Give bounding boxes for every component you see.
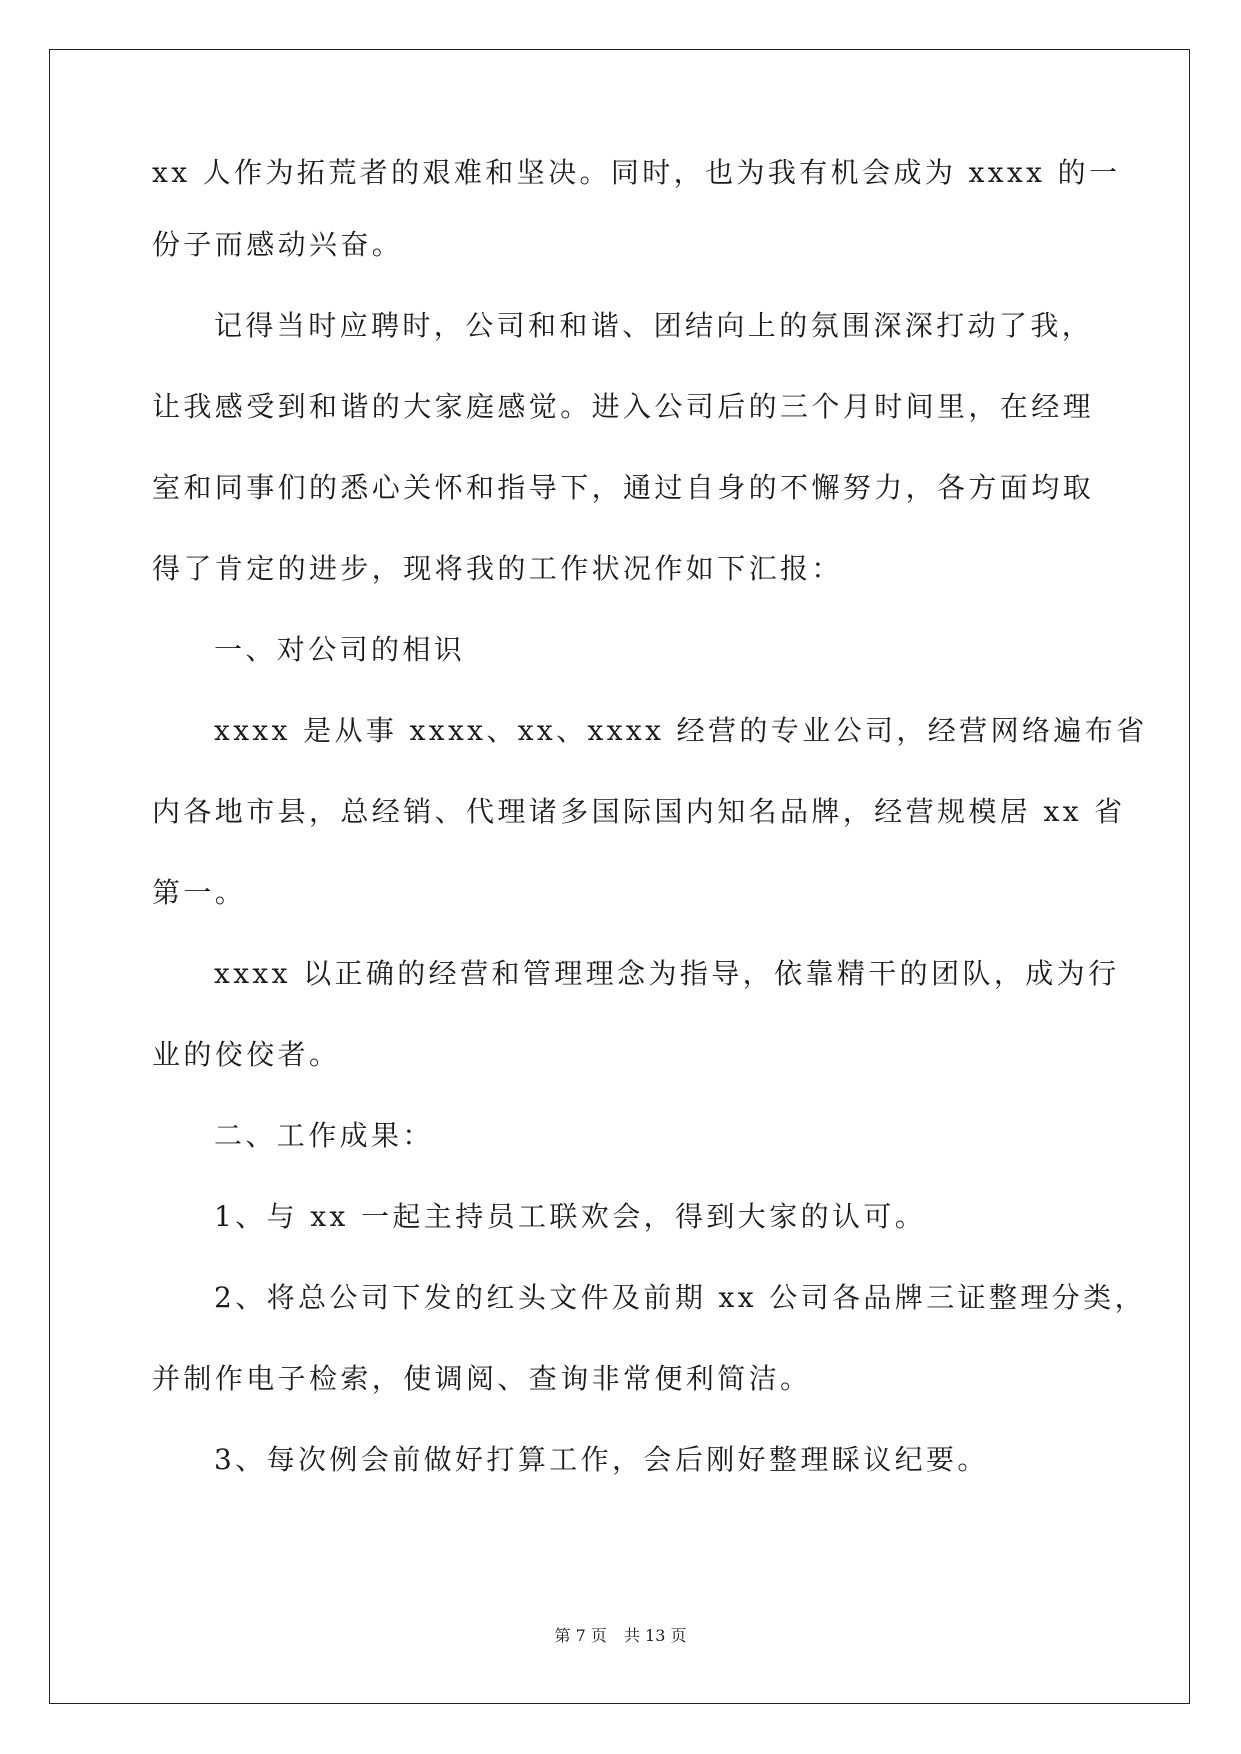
text-line: 记得当时应聘时，公司和和谐、团结向上的氛围深深打动了我， (214, 309, 1094, 342)
section-heading: 一、对公司的相识 (214, 633, 466, 666)
section-heading: 二、工作成果： (214, 1119, 434, 1152)
text-line: 内各地市县，总经销、代理诸多国际国内知名品牌，经营规模居 xx 省 (152, 795, 1126, 828)
text-line: 份子而感动兴奋。 (152, 228, 404, 261)
text-line: 让我感受到和谐的大家庭感觉。进入公司后的三个月时间里，在经理 (152, 390, 1095, 423)
text-line: 第一。 (152, 876, 247, 909)
page-footer (0, 1626, 1241, 1646)
page-number-current: 第 7 页 (554, 1626, 607, 1645)
text-line: 并制作电子检索，使调阅、查询非常便利简洁。 (152, 1362, 812, 1395)
list-item: 2、将总公司下发的红头文件及前期 xx 公司各品牌三证整理分类， (214, 1281, 1147, 1314)
text-line: 室和同事们的悉心关怀和指导下，通过自身的不懈努力，各方面均取 (152, 471, 1095, 504)
text-line: xx 人作为拓荒者的艰难和坚决。同时，也为我有机会成为 xxxx 的一 (152, 156, 1121, 189)
page-number-total: 共 13 页 (623, 1626, 687, 1645)
text-line: 业的佼佼者。 (152, 1038, 341, 1071)
text-line: 得了肯定的进步，现将我的工作状况作如下汇报： (152, 552, 843, 585)
list-item: 1、与 xx 一起主持员工联欢会，得到大家的认可。 (214, 1200, 927, 1233)
text-line: xxxx 是从事 xxxx、xx、xxxx 经营的专业公司，经营网络遍布省 (214, 714, 1148, 747)
text-line: xxxx 以正确的经营和管理理念为指导，依靠精干的团队，成为行 (214, 957, 1120, 990)
list-item: 3、每次例会前做好打算工作，会后刚好整理睬议纪要。 (214, 1443, 989, 1476)
